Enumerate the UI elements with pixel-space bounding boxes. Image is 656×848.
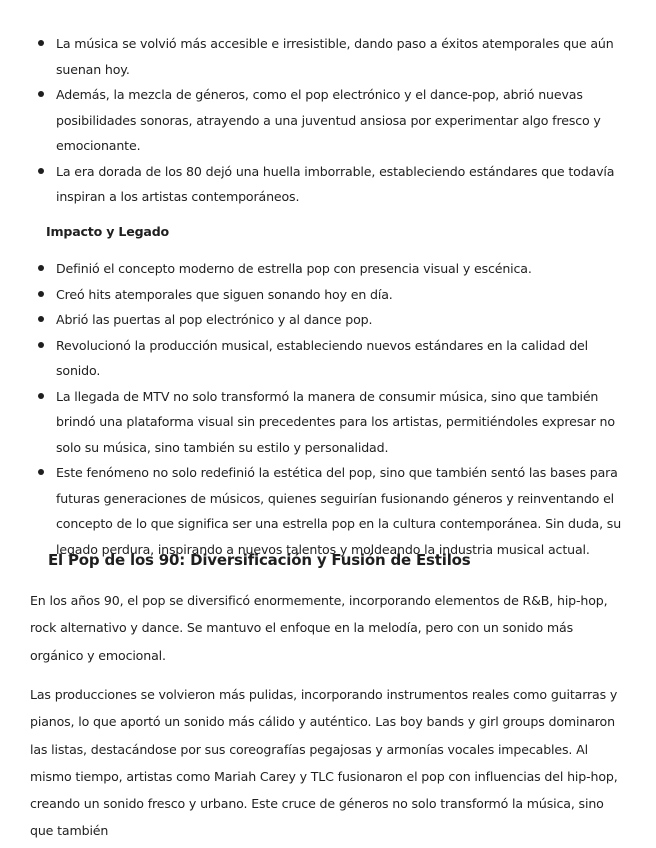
bullet-icon <box>38 91 44 97</box>
bullet-icon <box>38 291 44 297</box>
list-item-text: Revolucionó la producción musical, estableciendo nuevos estándares en la calidad del sonido. <box>56 337 588 378</box>
list-item-text: Además, la mezcla de géneros, como el pop electrónico y el dance-pop, abrió nuevas posibilidades sonoras, atrayendo a una juventud ansiosa por experimentar algo fresco y emocionante. <box>56 87 601 153</box>
bullet-icon <box>38 40 44 46</box>
list-item-text: Este fenómeno no solo redefinió la estética del pop, sino que también sentó las bases para futuras generaciones de músicos, quienes seguirían fusionando géneros y reinventando el concepto de lo que significa ser una estrella pop en la cultura contemporánea. Sin duda, su legado perdura, inspirando a nuevos talentos y moldeando la industria musical actual. <box>56 465 622 557</box>
list-item <box>0 384 656 461</box>
list-item-text: Creó hits atemporales que siguen sonando hoy en día. <box>56 286 393 302</box>
paragraph: Las producciones se volvieron más pulidas, incorporando instrumentos reales como guitarras y pianos, lo que aportó un sonido más cálido y auténtico. Las boy bands y girl groups dominaron las listas, destacándose por sus coreografías pegajosas y armonías vocales impecables. Al mismo tiempo, artistas como Mariah Carey y TLC fusionaron el pop con influencias del hip-hop, creando un sonido fresco y urbano. Este cruce de géneros no solo transformó la música, sino que también <box>30 687 618 839</box>
bullet-icon <box>38 265 44 271</box>
list-item <box>0 282 656 308</box>
list-item <box>0 307 656 333</box>
list-item-text: La era dorada de los 80 dejó una huella imborrable, estableciendo estándares que todavía inspiran a los artistas contemporáneos. <box>56 163 615 204</box>
bullet-icon <box>38 342 44 348</box>
paragraph: En los años 90, el pop se diversificó enormemente, incorporando elementos de R&B, hip-hop, rock alternativo y dance. Se mantuvo el enfoque en la melodía, pero con un sonido más orgánico y emocional. <box>30 593 608 663</box>
list-item <box>0 256 656 282</box>
section-heading-90s: El Pop de los 90: Diversificación y Fusión de Estilos <box>48 551 471 569</box>
list-item <box>0 460 656 562</box>
list-item-text: Abrió las puertas al pop electrónico y al dance pop. <box>56 312 373 327</box>
bullet-icon <box>38 393 44 399</box>
bullet-list-80s-summary <box>0 31 656 210</box>
bullet-icon <box>38 469 44 475</box>
list-item <box>0 333 656 384</box>
bullet-icon <box>38 316 44 322</box>
list-item-text: La música se volvió más accesible e irresistible, dando paso a éxitos atemporales que aún suenan hoy. <box>56 36 614 77</box>
list-item <box>0 82 656 159</box>
list-item-text: La llegada de MTV no solo transformó la manera de consumir música, sino que también brindó una plataforma visual sin precedentes para los artistas, permitiéndoles expresar no solo su música, sino también su estilo y personalidad. <box>56 388 615 455</box>
list-item <box>0 159 656 210</box>
list-item-text: Definió el concepto moderno de estrella pop con presencia visual y escénica. <box>56 261 532 276</box>
bullet-icon <box>38 168 44 174</box>
impact-heading: Impacto y Legado <box>46 224 169 239</box>
bullet-list-impact <box>0 256 656 562</box>
list-item <box>0 31 656 82</box>
